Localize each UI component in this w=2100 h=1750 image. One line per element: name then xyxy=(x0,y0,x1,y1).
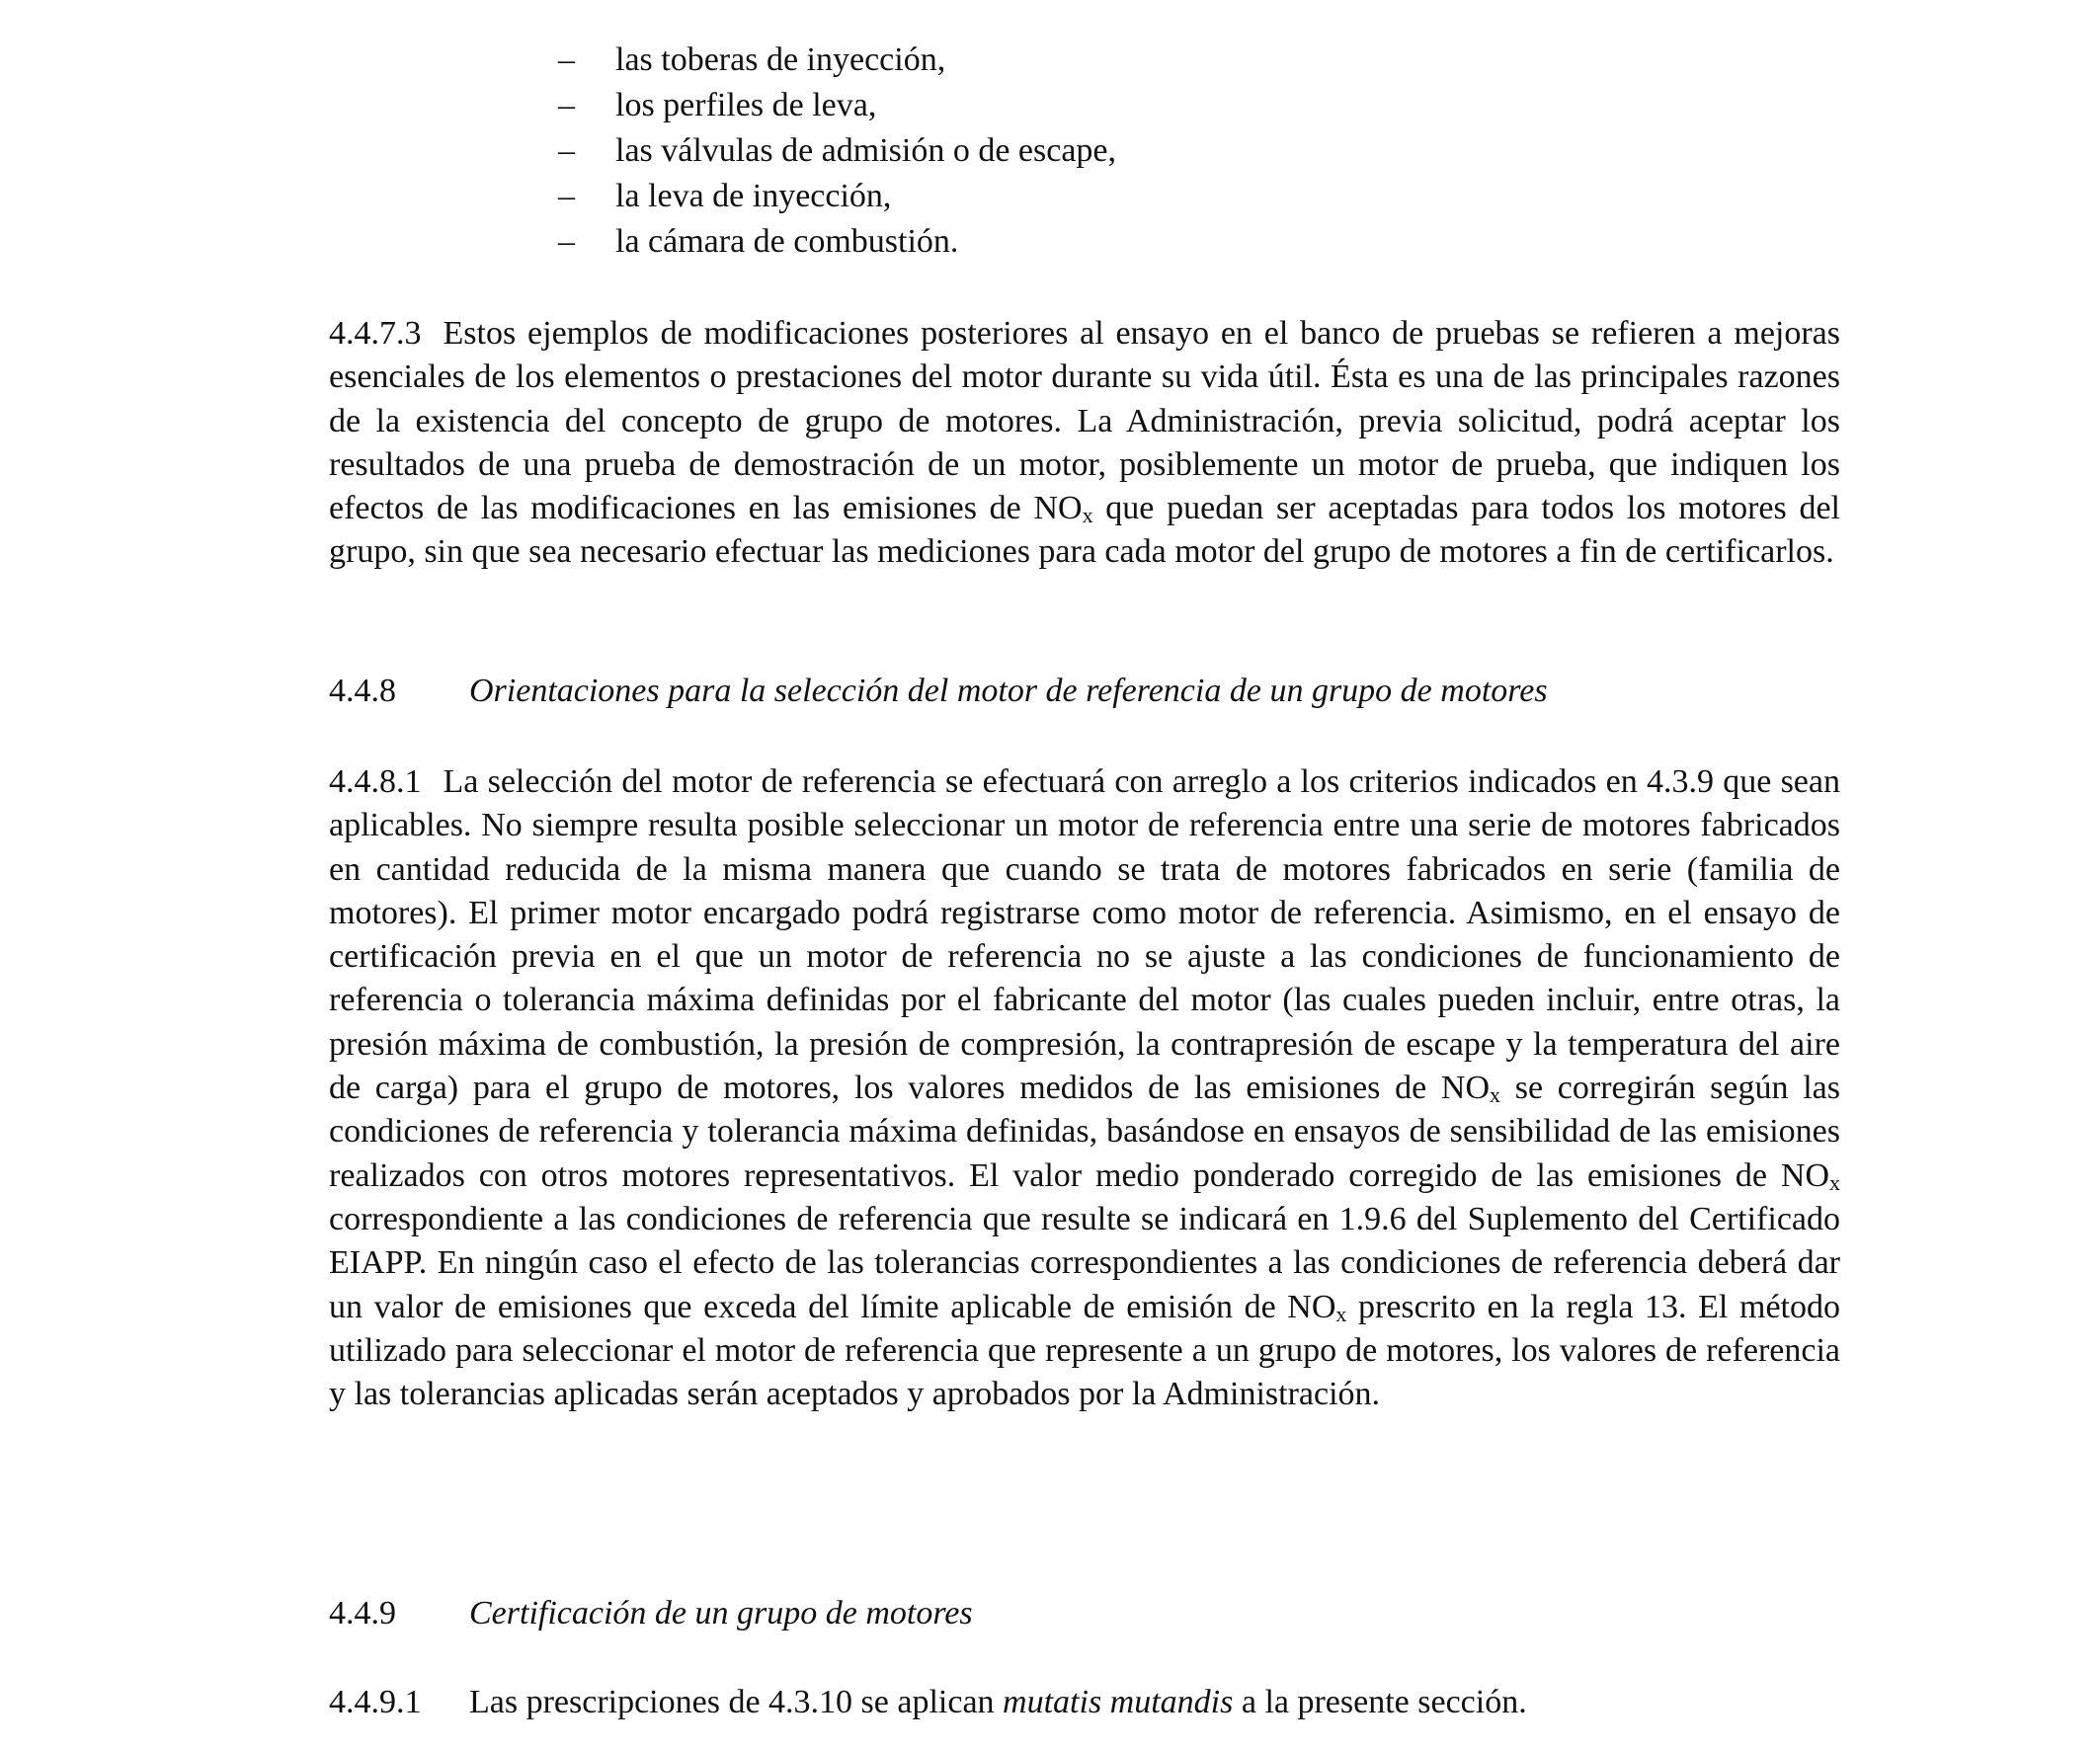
section-title: Certificación de un grupo de motores xyxy=(469,1595,973,1631)
list-dash: – xyxy=(558,41,575,78)
list-item xyxy=(558,83,1116,128)
paragraph-text: que puedan ser aceptadas para todos los motores del grupo, sin que sea necesario efectuar las mediciones para cada motor del grupo de motores a fin de certificarlos. xyxy=(329,490,1841,571)
paragraph-text: a la presente sección. xyxy=(1233,1684,1527,1720)
modification-list xyxy=(558,38,1116,265)
paragraph-number: 4.4.8.1 xyxy=(329,763,422,800)
list-item xyxy=(558,128,1116,174)
paragraph-text: correspondiente a las condiciones de referencia que resulte se indicará en 1.9.6 del Suplemento del Certificado EIAPP. En ningún caso el efecto de las tolerancias correspondientes a las condiciones de referencia deberá dar un valor de emisiones que exceda del límite aplicable de emisión de NO xyxy=(329,1200,1840,1325)
list-item xyxy=(558,174,1116,219)
paragraph-text: prescrito en la regla 13. El método utilizado para seleccionar el motor de referencia que represente a un grupo de motores, los valores de referencia y las tolerancias aplicadas serán aceptados y aprobados por la Administración. xyxy=(329,1288,1840,1413)
list-item xyxy=(558,38,1116,83)
italic-phrase: mutatis mutandis xyxy=(1003,1684,1234,1720)
paragraph-4-4-7-3 xyxy=(329,312,1840,575)
list-item-text: la cámara de combustión. xyxy=(615,223,959,260)
list-item-text: los perfiles de leva, xyxy=(615,87,877,123)
paragraph-text: Las prescripciones de 4.3.10 se aplican xyxy=(469,1684,1004,1720)
section-number: 4.4.8 xyxy=(329,673,396,709)
list-item xyxy=(558,219,1116,265)
subscript: x xyxy=(1335,1301,1347,1326)
section-number: 4.4.9 xyxy=(329,1595,396,1631)
section-heading-4-4-8 xyxy=(329,670,1548,713)
list-dash: – xyxy=(558,87,575,123)
list-item-text: las válvulas de admisión o de escape, xyxy=(615,132,1117,169)
paragraph-text: La selección del motor de referencia se efectuará con arreglo a los criterios indicados en 4.3.9 que sean aplicables. No siempre resulta posible seleccionar un motor de referencia entre una serie de motores fabricados en cantidad reducida de la misma manera que cuando se trata de motores fabricados en serie (familia de motores). El primer motor encargado podrá registrarse como motor de referencia. Asimismo, en el ensayo de certificación previa en el que un motor de referencia no se ajuste a las condiciones de funcionamiento de referencia o tolerancia máxima definidas por el fabricante del motor (las cuales pueden incluir, entre otras, la presión máxima de combustión, la presión de compresión, la contrapresión de escape y la temperatura del aire de carga) para el grupo de motores, los valores medidos de las emisiones de NO xyxy=(329,763,1840,1107)
list-dash: – xyxy=(558,223,575,260)
paragraph-number: 4.4.9.1 xyxy=(329,1684,422,1720)
list-item-text: las toberas de inyección, xyxy=(615,41,946,78)
section-title: Orientaciones para la selección del motor de referencia de un grupo de motores xyxy=(469,673,1548,709)
list-dash: – xyxy=(558,178,575,214)
paragraph-text: se corregirán según las condiciones de referencia y tolerancia máxima definidas, basándose en ensayos de sensibilidad de las emisiones realizados con otros motores representativos. El valor medio ponderado corregido de las emisiones de NO xyxy=(329,1070,1840,1194)
paragraph-4-4-9-1 xyxy=(329,1681,1840,1724)
subscript: x xyxy=(1490,1082,1501,1108)
paragraph-number: 4.4.7.3 xyxy=(329,315,422,352)
paragraph-4-4-8-1 xyxy=(329,760,1840,1416)
list-item-text: la leva de inyección, xyxy=(615,178,892,214)
list-dash: – xyxy=(558,132,575,169)
subscript: x xyxy=(1082,503,1093,528)
section-heading-4-4-9 xyxy=(329,1592,973,1635)
paragraph-text: Estos ejemplos de modificaciones posteriores al ensayo en el banco de pruebas se refieren a mejoras esenciales de los elementos o prestaciones del motor durante su vida útil. Ésta es una de las principales razones de la existencia del concepto de grupo de motores. La Administración, previa solicitud, podrá aceptar los resultados de una prueba de demostración de un motor, posiblemente un motor de prueba, que indiquen los efectos de las modificaciones en las emisiones de NO xyxy=(329,315,1840,527)
subscript: x xyxy=(1829,1169,1840,1195)
